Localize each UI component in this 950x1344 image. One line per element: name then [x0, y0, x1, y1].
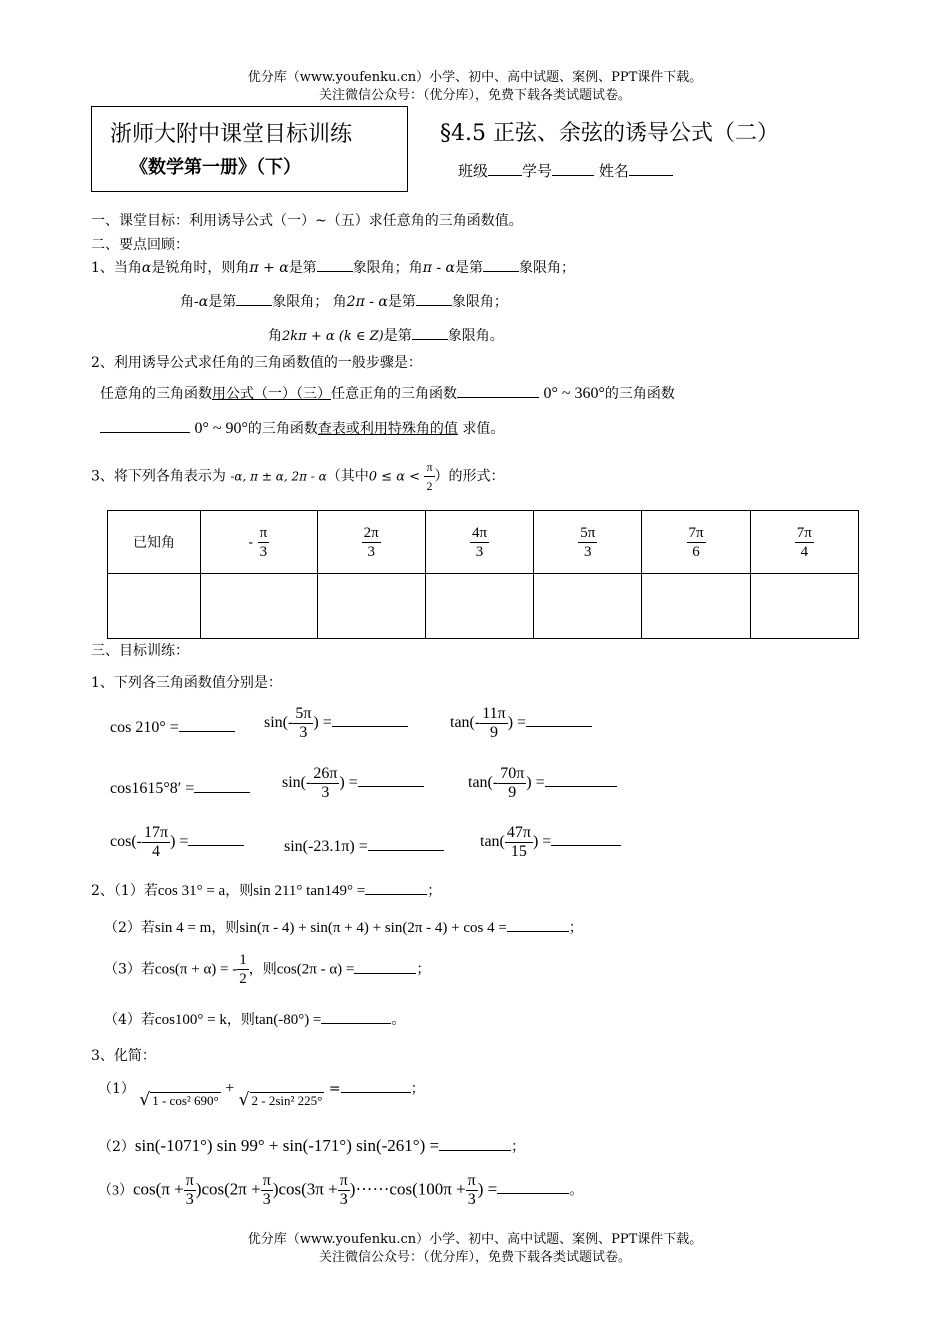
text: sin(-: [264, 714, 294, 732]
radical-1: 1 - cos² 690°: [152, 1093, 219, 1108]
student-info: [458, 160, 673, 181]
answer-blank[interactable]: [416, 291, 452, 306]
expr-pi-plus-alpha: π + α: [249, 260, 289, 276]
review-q1-line2: [180, 291, 508, 311]
num: 26π: [313, 765, 338, 782]
den: 6: [692, 543, 700, 560]
num: π: [467, 1172, 476, 1189]
sign: -: [248, 534, 254, 550]
angle-cell: [425, 511, 533, 574]
den: 4: [800, 543, 809, 560]
expr-cos1615: [110, 778, 250, 798]
answer-cell[interactable]: [534, 574, 642, 639]
expression: sin 211° tan149° =: [253, 883, 366, 899]
num: 47π: [506, 824, 531, 841]
alpha: α: [198, 294, 209, 310]
den: 9: [508, 784, 517, 801]
text: ) =: [313, 714, 332, 732]
part1-goal: 一、课堂目标：利用诱导公式（一）~（五）求任意角的三角函数值。: [91, 213, 523, 229]
answer-blank[interactable]: [497, 1179, 569, 1194]
q3-heading: 3、化简：: [91, 1048, 156, 1064]
condition: cos100° = k: [154, 1012, 227, 1028]
answer-blank[interactable]: [317, 257, 353, 272]
answer-blank[interactable]: [179, 717, 235, 732]
num: 2π: [363, 524, 379, 541]
text: 象限角；角: [352, 260, 423, 276]
text: 3、将下列各角表示为: [91, 468, 226, 485]
class-label: 班级: [458, 162, 489, 180]
angle-cell: [750, 511, 858, 574]
text: tan(-: [450, 714, 481, 732]
text: cos1615°8′ =: [110, 780, 195, 797]
name-label: 姓名: [598, 162, 629, 180]
answer-blank[interactable]: [321, 1009, 391, 1024]
pi-over-2: $\frac{\pi}{2}$: [426, 460, 433, 493]
expr-cos210: [110, 717, 235, 737]
answer-blank[interactable]: [354, 959, 416, 974]
num: 5π: [295, 705, 312, 722]
text: tan(: [480, 833, 505, 851]
answer-blank[interactable]: [457, 383, 539, 398]
num: 17π: [143, 824, 169, 841]
expression: sin(-1071°) sin 99° + sin(-171°) sin(-261°) =: [134, 1136, 440, 1155]
text: ；: [568, 920, 583, 936]
underlined-text: 查表或利用特殊角的值: [317, 421, 458, 437]
answer-blank[interactable]: [507, 917, 569, 932]
label: （3）: [98, 1183, 133, 1199]
text: 是锐角时，则角: [151, 260, 250, 276]
text: ，则: [211, 920, 240, 936]
answer-blank[interactable]: [439, 1136, 511, 1151]
text: =: [328, 1081, 341, 1097]
answer-blank[interactable]: [188, 831, 244, 846]
num: 5π: [580, 524, 596, 541]
part2-heading: 二、要点回顾：: [91, 237, 189, 253]
den: 3: [262, 1191, 271, 1208]
answer-cell[interactable]: [642, 574, 750, 639]
part3-heading: 三、目标训练：: [91, 643, 189, 659]
name-blank[interactable]: [629, 161, 673, 176]
text: 是第: [387, 294, 416, 310]
q2-part4: [104, 1009, 405, 1029]
text: ）的形式：: [434, 468, 505, 485]
answer-blank[interactable]: [341, 1078, 411, 1093]
angle-cell: [201, 511, 318, 574]
footer-line-1: 优分库（www.youfenku.cn）小学、初中、高中试题、案例、PPT课件下载。: [247, 1232, 703, 1247]
alpha-range: 0 ≤ α <: [368, 469, 421, 485]
expr-tan-47pi15: [480, 824, 621, 861]
text: sin(-: [282, 774, 312, 792]
answer-blank[interactable]: [545, 772, 617, 787]
text: 1、当角: [91, 260, 142, 276]
expr-sin-26pi3: [282, 765, 424, 802]
angle-cell: [317, 511, 425, 574]
section-title: §4.5 正弦、余弦的诱导公式（二）: [440, 121, 779, 146]
text: 是第: [208, 294, 237, 310]
num: 11π: [482, 705, 506, 722]
q2-part1: [91, 880, 441, 900]
text: ；: [416, 961, 431, 978]
den: 3: [321, 784, 330, 801]
den: 3: [185, 1191, 194, 1208]
num: π: [185, 1172, 194, 1189]
text: 2、（1）若: [91, 883, 158, 899]
answer-blank[interactable]: [236, 291, 272, 306]
answer-blank[interactable]: [365, 880, 427, 895]
text: ；: [410, 1081, 425, 1097]
answer-blank[interactable]: [358, 772, 424, 787]
num: π: [262, 1172, 271, 1189]
angle-table: [107, 510, 859, 639]
den: 15: [510, 843, 527, 860]
review-q2-line1: [100, 383, 675, 403]
condition: sin 4 = m: [154, 920, 212, 936]
den: 9: [489, 724, 498, 741]
text: ，则: [248, 961, 277, 978]
header-line-1: 优分库（www.youfenku.cn）小学、初中、高中试题、案例、PPT课件下载。: [247, 70, 703, 85]
table-row: [108, 574, 859, 639]
text: ；: [511, 1139, 526, 1155]
text: cos 210° =: [110, 719, 179, 736]
text: 。: [391, 1012, 406, 1028]
num: 7π: [688, 524, 704, 541]
text: tan(-: [468, 774, 499, 792]
expr-pi-minus-alpha: π - α: [422, 260, 455, 276]
text: （其中: [326, 468, 369, 485]
text: ) =: [532, 833, 552, 851]
text: )······cos(100π +: [349, 1179, 466, 1199]
text: )cos(2π +: [195, 1179, 261, 1199]
answer-cell[interactable]: [750, 574, 858, 639]
answer-cell[interactable]: [108, 574, 201, 639]
range-0-360: 0° ~ 360°: [543, 385, 605, 402]
num: π: [259, 524, 268, 541]
label: （2）: [98, 1139, 135, 1155]
class-blank[interactable]: [488, 161, 522, 176]
answer-blank[interactable]: [412, 325, 448, 340]
den: 2: [239, 971, 247, 987]
text: ；: [427, 883, 442, 899]
answer-blank[interactable]: [332, 712, 408, 727]
text: ) =: [526, 774, 545, 792]
answer-blank[interactable]: [551, 831, 621, 846]
den: 3: [339, 1191, 348, 1208]
num: π: [339, 1172, 348, 1189]
expression: cos(2π - α) =: [276, 961, 355, 978]
range-0-90: 0° ~ 90°: [194, 420, 248, 437]
answer-blank[interactable]: [100, 418, 190, 433]
den: 3: [475, 543, 484, 560]
text: 是第: [454, 260, 483, 276]
num: 1: [239, 952, 247, 968]
expr-sin-23-1pi: [284, 836, 444, 856]
text: ) =: [477, 1179, 498, 1199]
table-row: [108, 511, 859, 574]
answer-cell[interactable]: [317, 574, 425, 639]
text: cos(-: [110, 833, 142, 851]
text: 角-: [180, 294, 199, 310]
angle-forms: -α, π ± α, 2π - α: [230, 469, 327, 484]
text: 任意角的三角函数: [100, 386, 212, 402]
expr-2kpi-plus-alpha: 2kπ + α (k ∈ Z): [282, 329, 384, 344]
expr-sin-5pi3: [264, 705, 408, 742]
q3-part3: [98, 1172, 583, 1209]
den: 3: [467, 1191, 476, 1208]
text: 任意正角的三角函数: [331, 386, 457, 402]
q3-part2: [98, 1136, 525, 1156]
footer-line-2: 关注微信公众号：（优分库），免费下载各类试题试卷。: [318, 1250, 631, 1265]
text: ) =: [170, 833, 189, 851]
text: 是第: [288, 260, 317, 276]
review-q1-line1: [91, 257, 575, 277]
den: 3: [299, 724, 308, 741]
expr-tan-70pi9: [468, 765, 617, 802]
text: ，则: [226, 1012, 255, 1028]
text: cos(π +: [133, 1179, 184, 1199]
expression: sin(π - 4) + sin(π + 4) + sin(2π - 4) + cos 4 =: [239, 920, 507, 936]
text: )cos(3π +: [272, 1179, 338, 1199]
text: 象限角； 角: [272, 294, 347, 310]
title-school: 浙师大附中课堂目标训练: [110, 122, 353, 147]
header-line-2: 关注微信公众号：（优分库），免费下载各类试题试卷。: [318, 88, 631, 103]
den: 3: [584, 543, 592, 560]
text: 的三角函数: [604, 386, 675, 402]
text: ) =: [339, 774, 358, 792]
answer-blank[interactable]: [194, 778, 250, 793]
text: 是第: [383, 328, 412, 344]
angle-cell: [642, 511, 750, 574]
number-blank[interactable]: [552, 161, 594, 176]
answer-blank[interactable]: [483, 257, 519, 272]
title-box: [91, 106, 408, 192]
review-q2-line2: [100, 418, 504, 438]
text: 角: [268, 328, 282, 344]
text: 的三角函数: [247, 421, 318, 437]
answer-blank[interactable]: [368, 836, 444, 851]
review-q1-line3: [268, 325, 504, 345]
num: 70π: [500, 765, 525, 782]
answer-blank[interactable]: [526, 712, 592, 727]
expr-cos-17pi4: [110, 824, 244, 861]
q2-part3: [104, 951, 430, 988]
text: 象限角。: [447, 328, 504, 344]
den: 3: [367, 543, 375, 560]
title-book: 《数学第一册》（下）: [130, 157, 301, 178]
condition: cos(π + α) = -: [154, 961, 238, 978]
expr-tan-11pi9: [450, 705, 592, 742]
review-q2: 2、利用诱导公式求任角的三角函数值的一般步骤是：: [91, 355, 422, 371]
table-header-cell: 已知角: [108, 511, 201, 574]
text: 。: [569, 1183, 584, 1199]
text: （3）若: [104, 961, 155, 978]
alpha: α: [141, 260, 152, 276]
text: ，则: [225, 883, 254, 899]
text: sin(-23.1π) =: [284, 838, 368, 855]
label: （1）: [98, 1081, 135, 1097]
den: 4: [152, 843, 161, 860]
q3-part1: （1） √ 1 - cos² 690° + √ 2 - 2sin² 225° = ；: [98, 1080, 425, 1110]
expression: tan(-80°) =: [254, 1012, 322, 1028]
part3-q1: 1、下列各三角函数值分别是：: [91, 675, 282, 691]
radical-2: 2 - 2sin² 225°: [251, 1093, 323, 1108]
num: 4π: [471, 524, 488, 541]
expr-2pi-minus-alpha: 2π - α: [346, 294, 388, 310]
num: 7π: [796, 524, 812, 541]
number-label: 学号: [522, 162, 553, 180]
answer-cell[interactable]: [425, 574, 533, 639]
den: 3: [259, 543, 268, 560]
review-q3: [91, 458, 505, 495]
text: 象限角；: [451, 294, 508, 310]
condition: cos 31° = a: [157, 883, 226, 899]
answer-cell[interactable]: [201, 574, 318, 639]
text: （4）若: [104, 1012, 155, 1028]
text: 象限角；: [518, 260, 575, 276]
text: （2）若: [104, 920, 155, 936]
underlined-text: 用公式（一）（三）: [212, 386, 331, 402]
text: 求值。: [462, 421, 505, 437]
q2-part2: [104, 917, 583, 937]
text: ) =: [507, 714, 527, 732]
angle-cell: [534, 511, 642, 574]
